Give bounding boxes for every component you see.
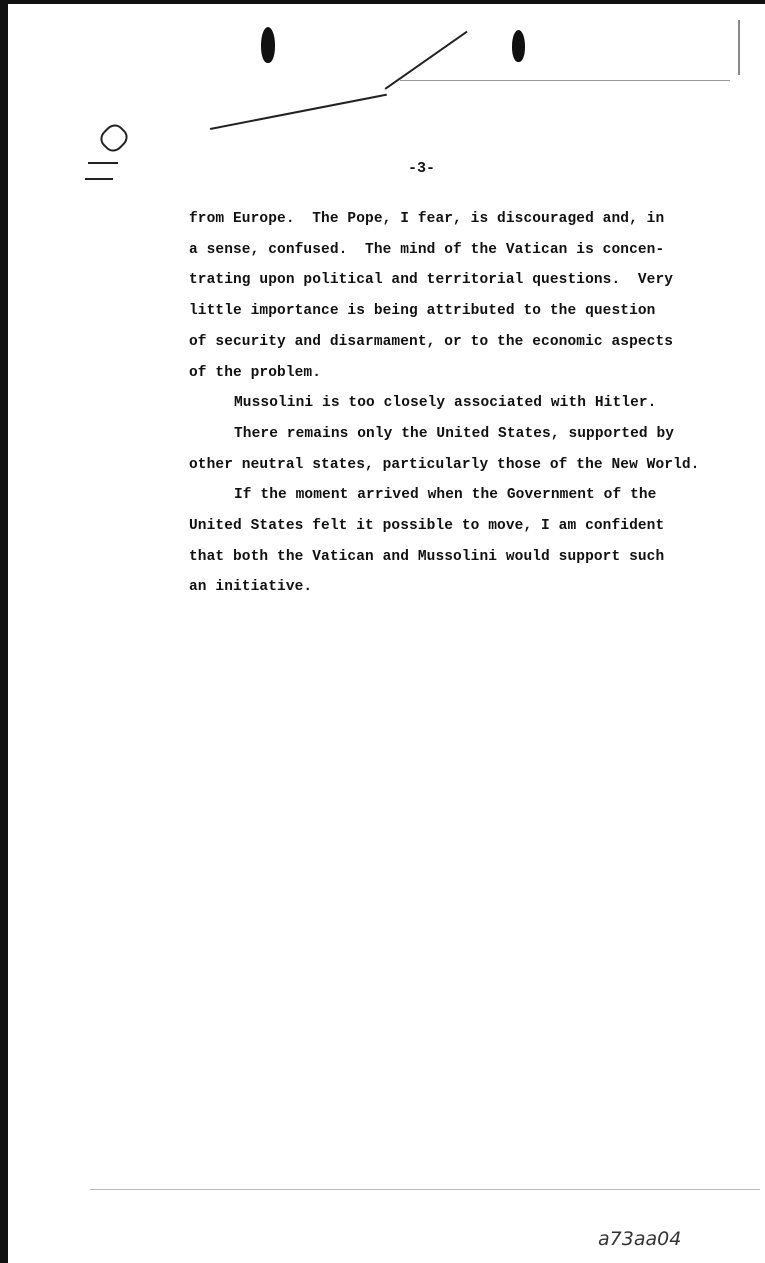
margin-mark <box>85 178 113 180</box>
pen-stroke <box>210 94 387 130</box>
punch-hole-blot-left <box>261 27 275 63</box>
staple-mark <box>96 120 131 155</box>
scan-top-border <box>0 0 765 4</box>
text-line: a sense, confused. The mind of the Vatican is concen- <box>189 241 665 258</box>
text-line-paragraph-start: If the moment arrived when the Government of the <box>234 487 657 504</box>
text-line: from Europe. The Pope, I fear, is discouraged and, in <box>189 211 665 227</box>
edge-mark <box>738 20 740 75</box>
text-line: other neutral states, particularly those of the New World. <box>189 456 700 473</box>
text-line: of security and disarmament, or to the economic aspects <box>189 333 674 350</box>
text-line: of the problem. <box>189 364 322 381</box>
letter-body <box>189 204 729 603</box>
text-line-paragraph-start: There remains only the United States, supported by <box>234 425 675 442</box>
text-line-paragraph-start: Mussolini is too closely associated with Hitler. <box>234 395 657 412</box>
text-line: trating upon political and territorial questions. Very <box>189 272 674 289</box>
text-line: that both the Vatican and Mussolini would support such <box>189 548 665 565</box>
punch-hole-blot-right <box>512 30 525 62</box>
margin-mark <box>88 162 118 164</box>
text-line: little importance is being attributed to the question <box>189 303 656 320</box>
text-line: an initiative. <box>189 579 313 596</box>
handwritten-archive-code: a73aa04 <box>598 1228 682 1250</box>
scan-left-border <box>0 0 8 1263</box>
text-line: United States felt it possible to move, I am confident <box>189 518 665 535</box>
page-number: -3- <box>408 160 436 177</box>
faint-rule-bottom <box>90 1189 760 1190</box>
faint-rule-top <box>400 80 730 81</box>
